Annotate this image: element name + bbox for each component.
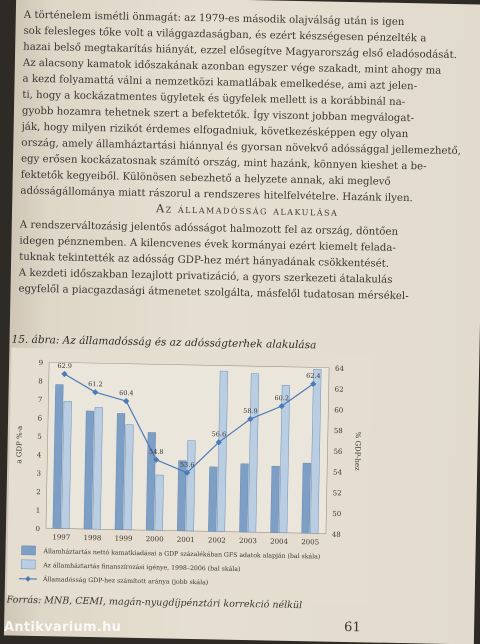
- x-tick-label: 2004: [270, 538, 289, 546]
- right-axis-label: % GDP-hez: [353, 432, 362, 472]
- right-tick-label: 48: [332, 531, 341, 539]
- legend-swatch: [21, 560, 35, 569]
- book-page: [4, 0, 480, 644]
- text-line: Az alacsony kamatok időszakának azonban egyszer vége szakadt, mint ahogy ma: [23, 56, 479, 81]
- text-line: sok felesleges tőke volt a világgazdaságban, és ezért készségesen pénzelték a: [23, 24, 479, 49]
- data-label: 62.4: [306, 372, 321, 380]
- data-label: 56.6: [212, 430, 227, 438]
- text-line: A rendszerváltozásig jelentős adósságot halmozott fel az ország, döntően: [20, 218, 476, 243]
- text-line: fektetők kegyeiből. Különösen sebezhető a helyzete annak, aki meglevő: [21, 168, 477, 193]
- left-tick-label: 1: [36, 507, 41, 515]
- text-line: ti, hogy a kockázatmentes ügyletek és ügyfelek mellett is a korábbinál na-: [22, 88, 478, 113]
- bar: [271, 466, 280, 533]
- x-tick-label: 2001: [177, 536, 195, 544]
- right-tick-label: 50: [332, 510, 341, 518]
- text-line: hazai belső megtakarítás hiányát, ezzel elősegítve Magyarország első eladósodását.: [23, 40, 479, 65]
- data-label: 54.8: [149, 448, 164, 456]
- watermark-logo: Antikvarium.hu: [4, 620, 121, 635]
- right-tick-label: 58: [334, 427, 343, 435]
- text-line: a kezd folyamattá válni a nemzetközi kamatlábak emelkedése, ami azt jelen-: [22, 72, 478, 97]
- text-line: egy erősen kockázatosnak számító ország, mint hazánk, könnyen kieshet a be-: [21, 152, 477, 177]
- left-tick-label: 9: [39, 359, 44, 367]
- figure-title: 15. ábra: Az államadósság és az adósságterhek alakulása: [11, 334, 316, 352]
- paragraph-2: [18, 218, 475, 307]
- x-tick-label: 2005: [301, 538, 319, 546]
- bar: [208, 467, 217, 532]
- x-tick-label: 1999: [115, 535, 133, 543]
- left-tick-label: 2: [36, 488, 41, 496]
- paragraph-1: [20, 8, 480, 209]
- page-number: 61: [344, 620, 361, 635]
- left-tick-label: 0: [35, 525, 40, 533]
- x-tick-label: 2002: [208, 536, 226, 544]
- text-line: ják, hogy milyen rizikót érdemes elfogadniuk, következésképpen egy olyan: [21, 120, 477, 145]
- right-tick-label: 54: [333, 468, 343, 476]
- x-tick-label: 2000: [146, 535, 164, 543]
- right-tick-label: 64: [335, 365, 345, 373]
- bar: [239, 464, 248, 532]
- text-line: adósságállománya miatt rászorul a rendszeres hitelfelvételre. Hazánk ilyen.: [20, 184, 476, 209]
- legend-label: Az államháztartás finanszírozási igénye, 1998–2006 (bal skála): [42, 562, 240, 573]
- data-label: 60.4: [119, 389, 134, 397]
- x-tick-label: 2003: [239, 537, 257, 545]
- left-tick-label: 4: [37, 451, 42, 459]
- right-tick-label: 56: [333, 448, 343, 456]
- data-label: 53.6: [180, 461, 195, 469]
- left-axis-label: a GDP %-a: [15, 426, 24, 464]
- text-line: gyobb hozamra tehetnek szert a befektetők. Így viszont jobban megválogat-: [22, 104, 478, 129]
- right-tick-label: 62: [335, 385, 344, 393]
- data-label: 58.9: [243, 407, 258, 415]
- section-heading: Az államadósság alakulása: [12, 199, 480, 222]
- text-line: A történelem ismétli önmagát: az 1979-es második olajválság után is igen: [24, 8, 480, 33]
- right-tick-label: 52: [333, 489, 342, 497]
- bar: [155, 475, 164, 530]
- legend-label: Államadósság GDP-hez számított aránya (jobb skála): [42, 576, 208, 586]
- figure-source: Forrás: MNB, CEMI, magán-nyugdíjpénztári korrekció nélkül: [6, 594, 302, 611]
- left-tick-label: 5: [37, 433, 42, 441]
- left-tick-label: 8: [38, 377, 43, 385]
- legend-swatch: [21, 546, 35, 555]
- data-label: 60.2: [275, 394, 290, 402]
- data-label: 61.2: [88, 380, 103, 388]
- bar: [186, 441, 195, 532]
- left-tick-label: 3: [36, 470, 41, 478]
- text-line: A kezdeti időszakban lezajlott privatizáció, a gyors szerkezeti átalakulás: [19, 266, 475, 291]
- data-label: 62.9: [57, 362, 72, 370]
- debt-chart: [7, 348, 372, 605]
- left-tick-label: 6: [38, 414, 43, 422]
- x-tick-label: 1998: [83, 534, 101, 542]
- text-line: idegen pénznemben. A kilencvenes évek kormányai ezért kiemelt felada-: [19, 234, 475, 259]
- x-tick-label: 1997: [52, 533, 70, 541]
- legend-label: Államháztartás nettó kamatkiadásai a GDP százalékában GFS adatok alapján (bal skála): [42, 548, 320, 560]
- bar: [302, 463, 311, 533]
- text-line: egyfelől a piacgazdasági átmenetet szolgálta, másfelől tudatosan mérsékel-: [18, 282, 474, 307]
- right-tick-label: 60: [334, 406, 343, 414]
- left-tick-label: 7: [38, 396, 43, 404]
- text-line: tuknak tekintették az adósság GDP-hez mért hányadának csökkentését.: [19, 250, 475, 275]
- text-line: ország, amely államháztartási hiánnyal és gyorsan növekvő adóssággal jellemezhető,: [21, 136, 477, 161]
